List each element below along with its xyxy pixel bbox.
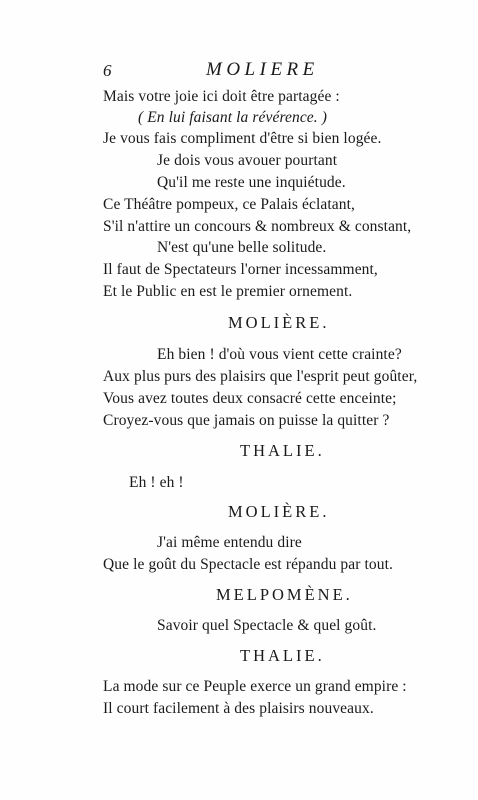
- verse-line: Qu'il me reste une inquiétude.: [157, 174, 346, 191]
- verse-line: La mode sur ce Peuple exerce un grand empire :: [103, 678, 407, 695]
- verse-line: Je vous fais compliment d'être si bien logée.: [103, 130, 382, 147]
- verse-line: Savoir quel Spectacle & quel goût.: [157, 617, 377, 634]
- verse-line: Que le goût du Spectacle est répandu par tout.: [103, 556, 393, 573]
- verse-line: Et le Public en est le premier ornement.: [103, 283, 353, 300]
- running-title: MOLIERE: [206, 59, 319, 80]
- speaker-heading: THALIE.: [240, 441, 325, 460]
- stage-direction: ( En lui faisant la révérence. ): [138, 109, 328, 126]
- speaker-heading: MELPOMÈNE.: [216, 585, 353, 604]
- verse-line: S'il n'attire un concours & nombreux & constant,: [103, 218, 412, 235]
- verse-line: Il court facilement à des plaisirs nouveaux.: [103, 700, 374, 717]
- verse-line: J'ai même entendu dire: [157, 534, 302, 551]
- verse-line: N'est qu'une belle solitude.: [157, 239, 327, 256]
- verse-line: Croyez-vous que jamais on puisse la quitter ?: [103, 412, 390, 429]
- verse-line: Eh ! eh !: [129, 474, 184, 491]
- verse-line: Il faut de Spectateurs l'orner incessamment,: [103, 261, 378, 278]
- page-number: 6: [103, 61, 112, 80]
- speaker-heading: MOLIÈRE.: [228, 502, 330, 521]
- verse-line: Mais votre joie ici doit être partagée :: [103, 88, 340, 105]
- verse-line: Vous avez toutes deux consacré cette enceinte;: [103, 390, 397, 407]
- verse-line: Je dois vous avouer pourtant: [157, 152, 338, 169]
- verse-line: Eh bien ! d'où vous vient cette crainte?: [157, 346, 402, 363]
- speaker-heading: MOLIÈRE.: [228, 313, 330, 332]
- verse-line: Aux plus purs des plaisirs que l'esprit peut goûter,: [103, 368, 418, 385]
- speaker-heading: THALIE.: [240, 646, 325, 665]
- verse-line: Ce Théâtre pompeux, ce Palais éclatant,: [103, 196, 355, 213]
